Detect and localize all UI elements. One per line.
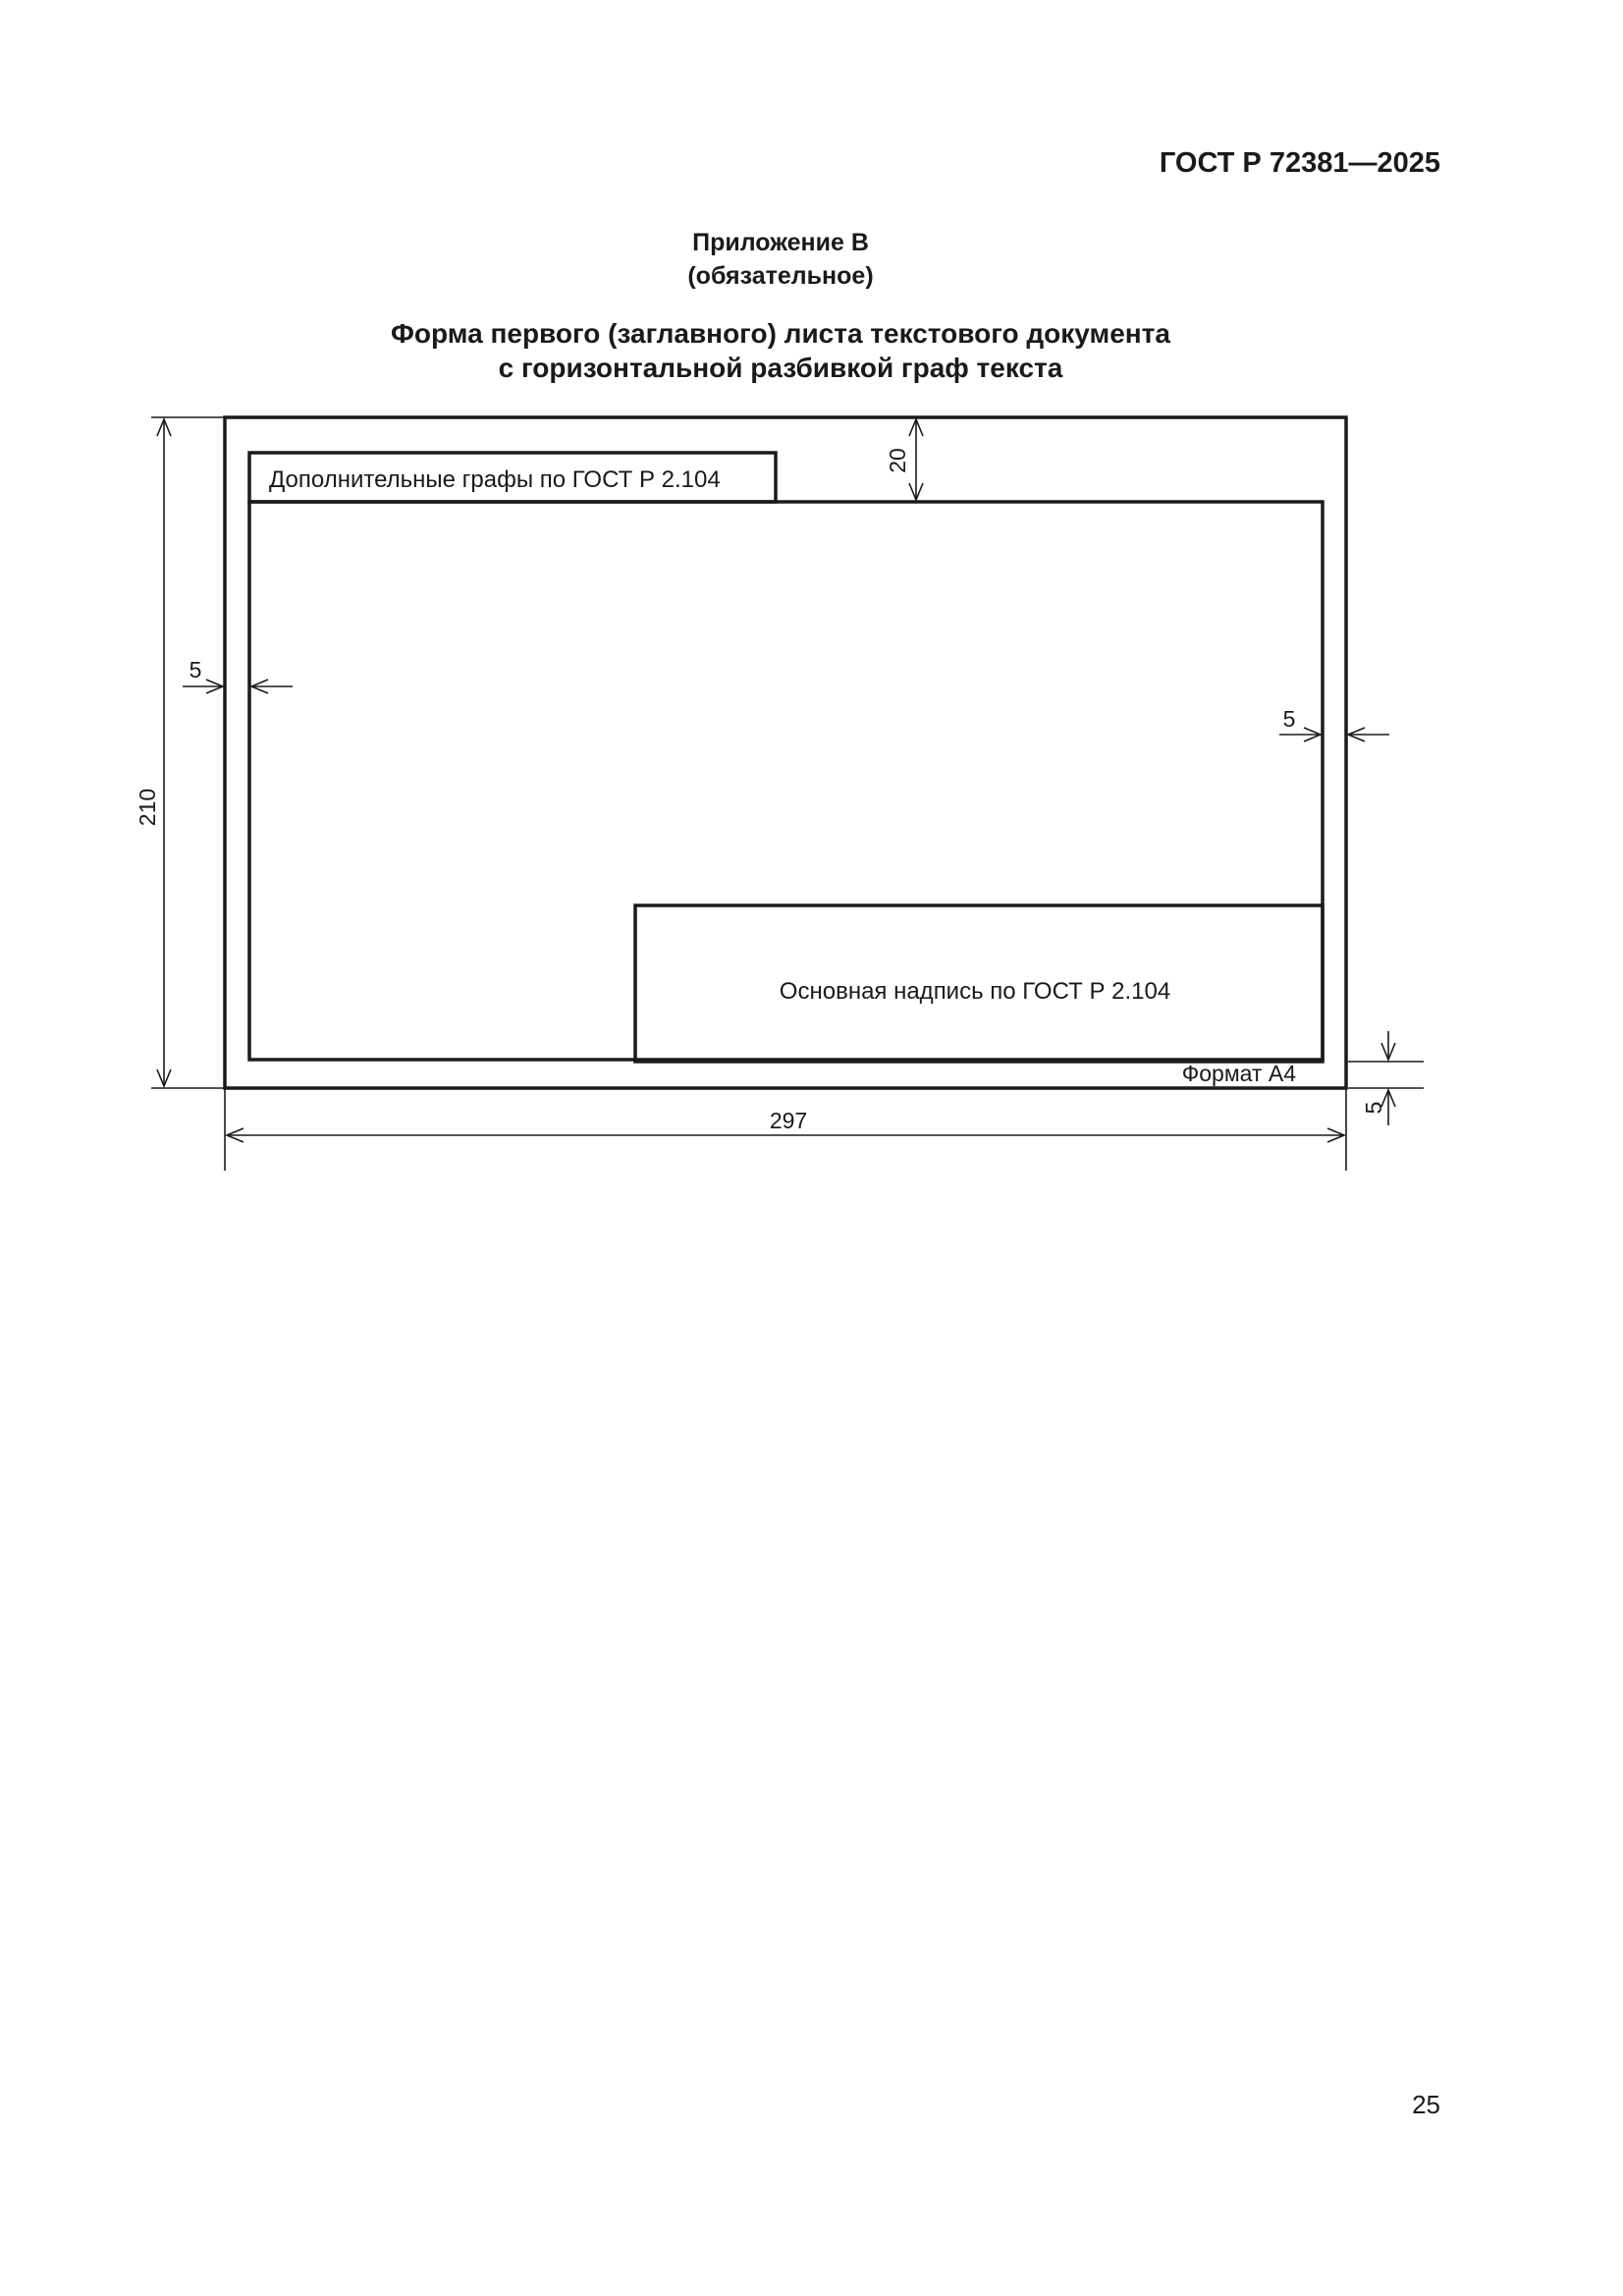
- form-title-line2: с горизонтальной разбивкой граф текста: [498, 353, 1063, 383]
- page-number: 25: [1412, 2090, 1440, 2119]
- bottom-margin-value: 5: [1361, 1101, 1386, 1115]
- right-margin-value: 5: [1282, 706, 1296, 732]
- form-title-line1: Форма первого (заглавного) листа текстового документа: [391, 318, 1170, 349]
- inner-frame: [249, 502, 1323, 1060]
- top-margin-value: 20: [885, 448, 910, 473]
- width-dimension-value: 297: [769, 1108, 808, 1133]
- main-inscription-label: Основная надпись по ГОСТ Р 2.104: [779, 978, 1171, 1005]
- format-label: Формат А4: [1181, 1061, 1296, 1086]
- height-dimension-value: 210: [135, 788, 160, 827]
- left-margin-value: 5: [189, 657, 202, 683]
- standard-code: ГОСТ Р 72381—2025: [1159, 147, 1440, 179]
- additional-columns-label: Дополнительные графы по ГОСТ Р 2.104: [269, 466, 721, 493]
- appendix-title: Приложение В: [692, 229, 869, 256]
- appendix-status: (обязательное): [687, 262, 874, 290]
